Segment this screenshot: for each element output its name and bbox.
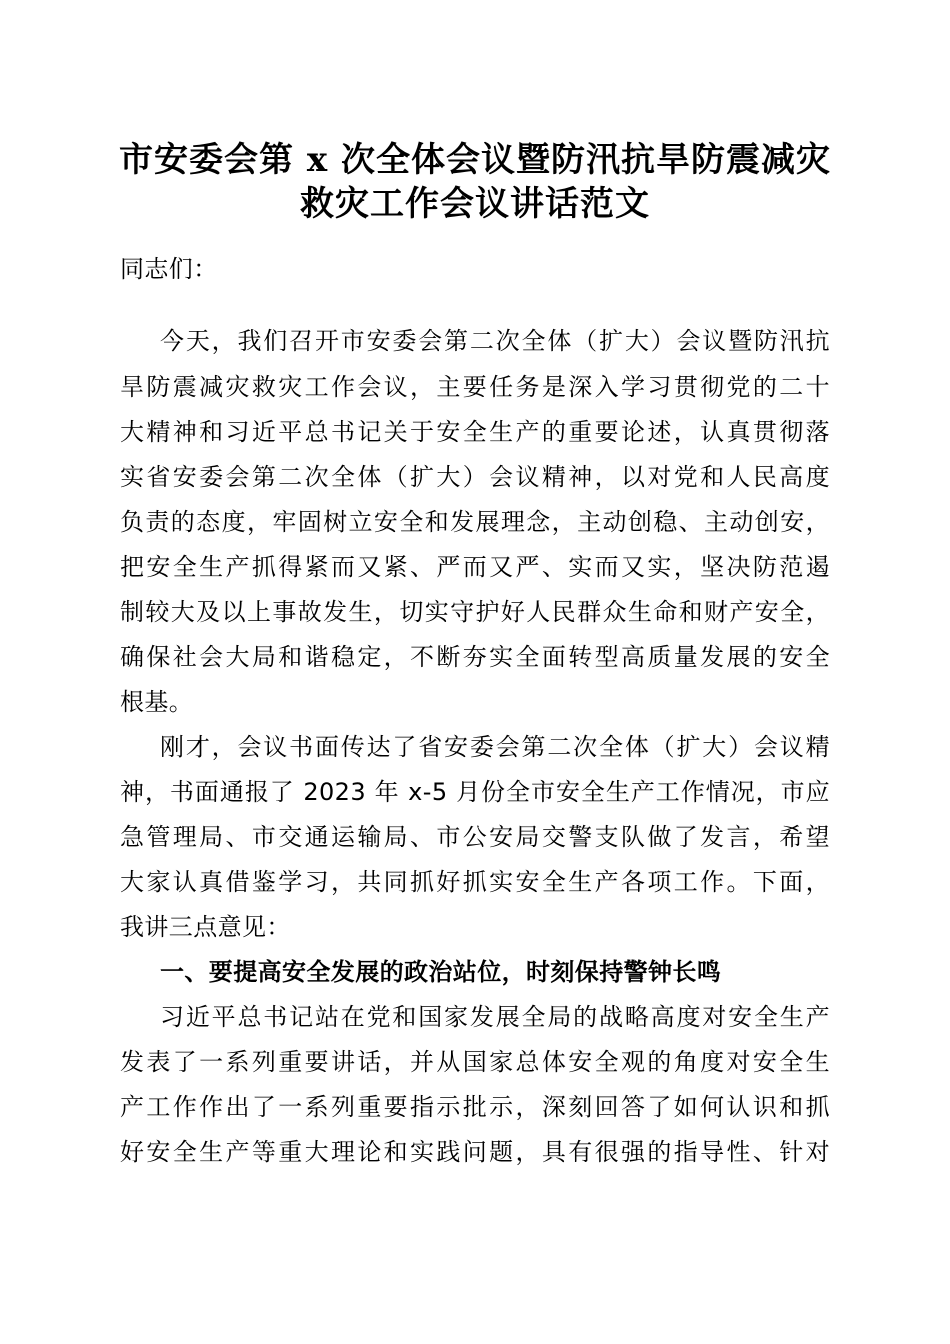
paragraph-line: 实省安委会第二次全体（扩大）会议精神，以对党和人民高度 (120, 463, 830, 491)
greeting: 同志们： (120, 255, 218, 283)
paragraph-line: 制较大及以上事故发生，切实守护好人民群众生命和财产安全， (120, 598, 830, 626)
section-heading: 一、要提高安全发展的政治站位，时刻保持警钟长鸣 (160, 958, 722, 986)
paragraph-line: 负责的态度，牢固树立安全和发展理念，主动创稳、主动创安， (120, 508, 830, 536)
paragraph-line: 习近平总书记站在党和国家发展全局的战略高度对安全生产 (160, 1003, 830, 1031)
paragraph-line: 今天，我们召开市安委会第二次全体（扩大）会议暨防汛抗 (160, 327, 830, 355)
paragraph-line: 大家认真借鉴学习，共同抓好抓实安全生产各项工作。下面， (120, 868, 830, 896)
paragraph-line: 刚才，会议书面传达了省安委会第二次全体（扩大）会议精 (160, 733, 830, 761)
document-title-line-1: 市安委会第 x 次全体会议暨防汛抗旱防震减灾 (119, 140, 831, 180)
document-title-line-2: 救灾工作会议讲话范文 (300, 184, 650, 224)
paragraph-line: 急管理局、市交通运输局、市公安局交警支队做了发言，希望 (120, 823, 830, 851)
paragraph-line: 好安全生产等重大理论和实践问题，具有很强的指导性、针对 (120, 1138, 830, 1166)
paragraph-line: 根基。 (120, 688, 194, 716)
paragraph-line: 我讲三点意见： (120, 913, 291, 941)
paragraph-line: 把安全生产抓得紧而又紧、严而又严、实而又实，坚决防范遏 (120, 553, 830, 581)
paragraph-line: 产工作作出了一系列重要指示批示，深刻回答了如何认识和抓 (120, 1093, 830, 1121)
paragraph-line: 神，书面通报了 2023 年 x-5 月份全市安全生产工作情况，市应 (120, 778, 830, 806)
paragraph-line: 发表了一系列重要讲话，并从国家总体安全观的角度对安全生 (120, 1048, 830, 1076)
paragraph-line: 旱防震减灾救灾工作会议，主要任务是深入学习贯彻党的二十 (120, 373, 830, 401)
paragraph-line: 确保社会大局和谐稳定，不断夯实全面转型高质量发展的安全 (120, 643, 830, 671)
paragraph-line: 大精神和习近平总书记关于安全生产的重要论述，认真贯彻落 (120, 418, 830, 446)
